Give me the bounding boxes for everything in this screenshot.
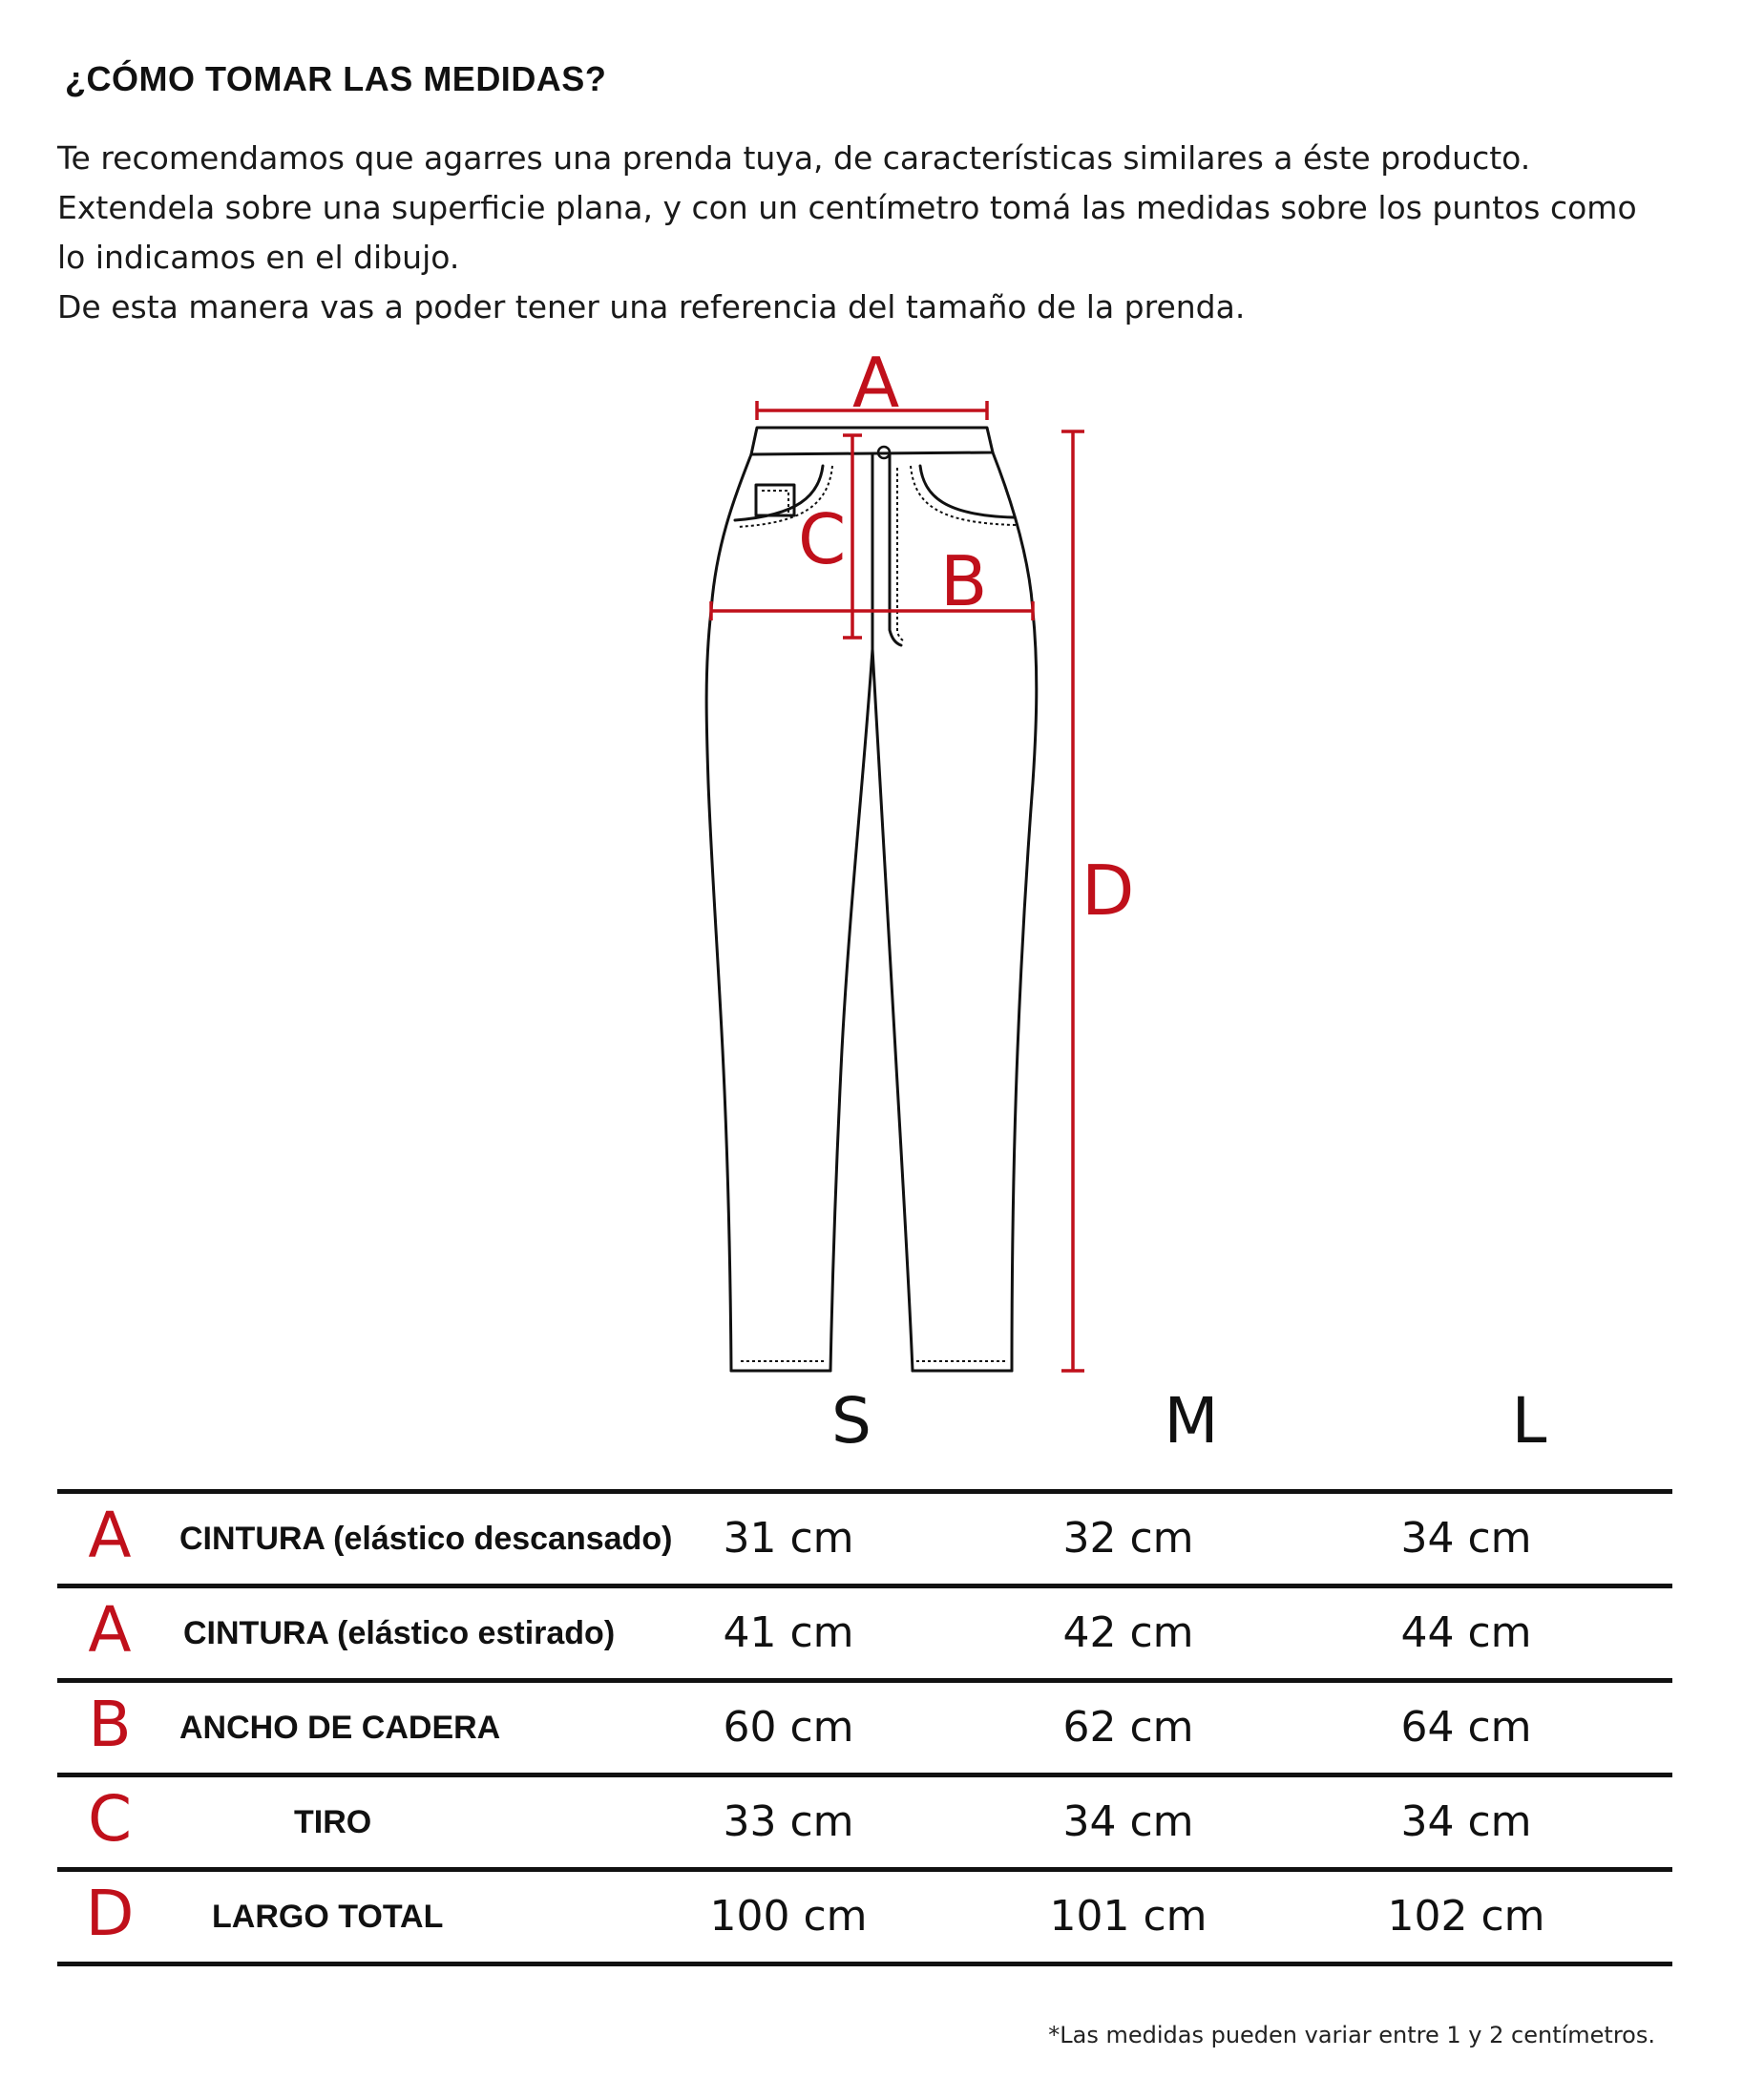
size-header-l: L	[1511, 1384, 1547, 1458]
row-letter: A	[88, 1499, 132, 1572]
cell-s: 33 cm	[723, 1797, 854, 1846]
cell-l: 34 cm	[1400, 1514, 1532, 1563]
row-letter: D	[85, 1877, 135, 1950]
row-letter: A	[88, 1593, 132, 1667]
cell-s: 60 cm	[723, 1703, 854, 1752]
intro-line: De esta manera vas a poder tener una referencia del tamaño de la prenda.	[57, 288, 1246, 326]
table-row	[57, 1683, 1672, 1773]
cell-l: 102 cm	[1387, 1892, 1545, 1941]
table-row	[57, 1494, 1672, 1584]
cell-m: 42 cm	[1062, 1608, 1194, 1657]
table-divider	[57, 1962, 1672, 1966]
measure-label-d: D	[1082, 850, 1135, 931]
table-row	[57, 1777, 1672, 1867]
cell-s: 100 cm	[709, 1892, 868, 1941]
row-label: ANCHO DE CADERA	[179, 1710, 501, 1746]
table-row	[57, 1872, 1672, 1962]
table-row	[57, 1588, 1672, 1678]
size-header-m: M	[1164, 1384, 1219, 1458]
row-label: CINTURA (elástico estirado)	[183, 1615, 616, 1651]
cell-s: 41 cm	[723, 1608, 854, 1657]
size-table	[57, 1489, 1672, 1966]
intro-line: Te recomendamos que agarres una prenda tuya, de características similares a éste producto.	[57, 139, 1531, 177]
cell-l: 44 cm	[1400, 1608, 1532, 1657]
measure-label-a: A	[852, 343, 900, 423]
cell-s: 31 cm	[723, 1514, 854, 1563]
footnote: *Las medidas pueden variar entre 1 y 2 centímetros.	[1048, 2022, 1655, 2048]
row-label: TIRO	[294, 1804, 372, 1840]
cell-l: 34 cm	[1400, 1797, 1532, 1846]
page-title: ¿CÓMO TOMAR LAS MEDIDAS?	[65, 59, 607, 98]
cell-m: 101 cm	[1049, 1892, 1208, 1941]
measure-label-b: B	[940, 541, 988, 621]
row-label: CINTURA (elástico descansado)	[179, 1521, 673, 1557]
row-letter: C	[87, 1782, 133, 1856]
measure-label-c: C	[798, 499, 847, 579]
intro-line: lo indicamos en el dibujo.	[57, 239, 460, 276]
row-letter: B	[88, 1688, 132, 1761]
cell-m: 32 cm	[1062, 1514, 1194, 1563]
row-label: LARGO TOTAL	[212, 1899, 444, 1935]
cell-m: 34 cm	[1062, 1797, 1194, 1846]
measurement-lines	[711, 401, 1084, 1371]
cell-m: 62 cm	[1062, 1703, 1194, 1752]
size-header-s: S	[831, 1384, 872, 1458]
cell-l: 64 cm	[1400, 1703, 1532, 1752]
intro-line: Extendela sobre una superficie plana, y con un centímetro tomá las medidas sobre los puntos como	[57, 189, 1637, 226]
